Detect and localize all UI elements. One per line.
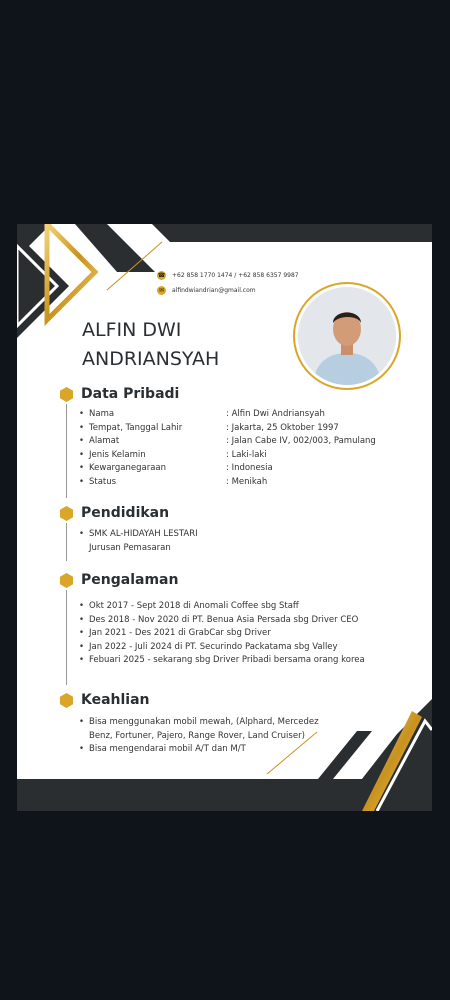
- section-title-skills: Keahlian: [81, 692, 150, 708]
- hexagon-icon: [59, 693, 74, 708]
- hexagon-icon: [59, 387, 74, 402]
- top-bar: [152, 224, 432, 242]
- contact-phone[interactable]: [157, 271, 299, 280]
- name-line-2: ANDRIANSYAH: [82, 348, 220, 370]
- hexagon-icon: [59, 573, 74, 588]
- info-row-gender: • Jenis Kelamin : Laki-laki: [77, 449, 407, 463]
- experience-item: • Des 2018 - Nov 2020 di PT. Benua Asia Persada sbg Driver CEO: [77, 614, 377, 628]
- skills-list: [77, 716, 342, 757]
- info-row-birth: • Tempat, Tanggal Lahir : Jakarta, 25 Oktober 1997: [77, 422, 407, 436]
- education-item: [77, 528, 407, 555]
- section-education: [59, 505, 169, 521]
- corner-shape: [17, 234, 69, 338]
- experience-item: • Jan 2022 - Juli 2024 di PT. Securindo Packatama sbg Valley: [77, 641, 377, 655]
- resume-card: [17, 224, 432, 811]
- full-name: [82, 316, 219, 374]
- experience-list: [77, 600, 377, 668]
- experience-item: • Jan 2021 - Des 2021 di GrabCar sbg Driver: [77, 627, 377, 641]
- skill-item: • Bisa menggunakan mobil mewah, (Alphard, Mercedez Benz, Fortuner, Pajero, Range Rover, Land Cruiser): [77, 716, 342, 743]
- major-name: Jurusan Pemasaran: [89, 542, 171, 553]
- section-title-education: Pendidikan: [81, 505, 170, 521]
- phone-text: +62 858 1770 1474 / +62 858 6357 9987: [172, 272, 299, 279]
- phone-icon: ☎: [157, 272, 166, 279]
- info-row-status: • Status : Menikah: [77, 476, 407, 490]
- info-row-nationality: • Kewarganegaraan : Indonesia: [77, 462, 407, 476]
- section-line: [66, 404, 67, 498]
- education-list: [77, 528, 407, 555]
- school-name: • SMK AL-HIDAYAH LESTARI: [89, 529, 198, 539]
- section-line: [66, 590, 67, 685]
- person-illustration: [298, 287, 396, 385]
- section-title-experience: Pengalaman: [81, 572, 179, 588]
- profile-photo: [298, 287, 396, 385]
- hexagon-icon: [59, 506, 74, 521]
- email-icon: ✉: [158, 287, 165, 294]
- section-experience: [59, 572, 178, 588]
- contact-email[interactable]: [157, 286, 256, 295]
- experience-item: • Okt 2017 - Sept 2018 di Anomali Coffee sbg Staff: [77, 600, 377, 614]
- section-skills: [59, 692, 150, 708]
- section-line: [66, 523, 67, 561]
- section-personal: [59, 386, 179, 402]
- info-row-name: • Nama : Alfin Dwi Andriansyah: [77, 408, 407, 422]
- experience-item: • Febuari 2025 - sekarang sbg Driver Pribadi bersama orang korea: [77, 654, 377, 668]
- personal-info-list: [77, 408, 407, 489]
- name-line-1: ALFIN DWI: [82, 319, 182, 341]
- email-text: alfindwiandrian@gmail.com: [172, 287, 256, 294]
- section-title-personal: Data Pribadi: [81, 386, 180, 402]
- skill-item: • Bisa mengendarai mobil A/T dan M/T: [77, 743, 342, 757]
- info-row-address: • Alamat : Jalan Cabe IV, 002/003, Pamulang: [77, 435, 407, 449]
